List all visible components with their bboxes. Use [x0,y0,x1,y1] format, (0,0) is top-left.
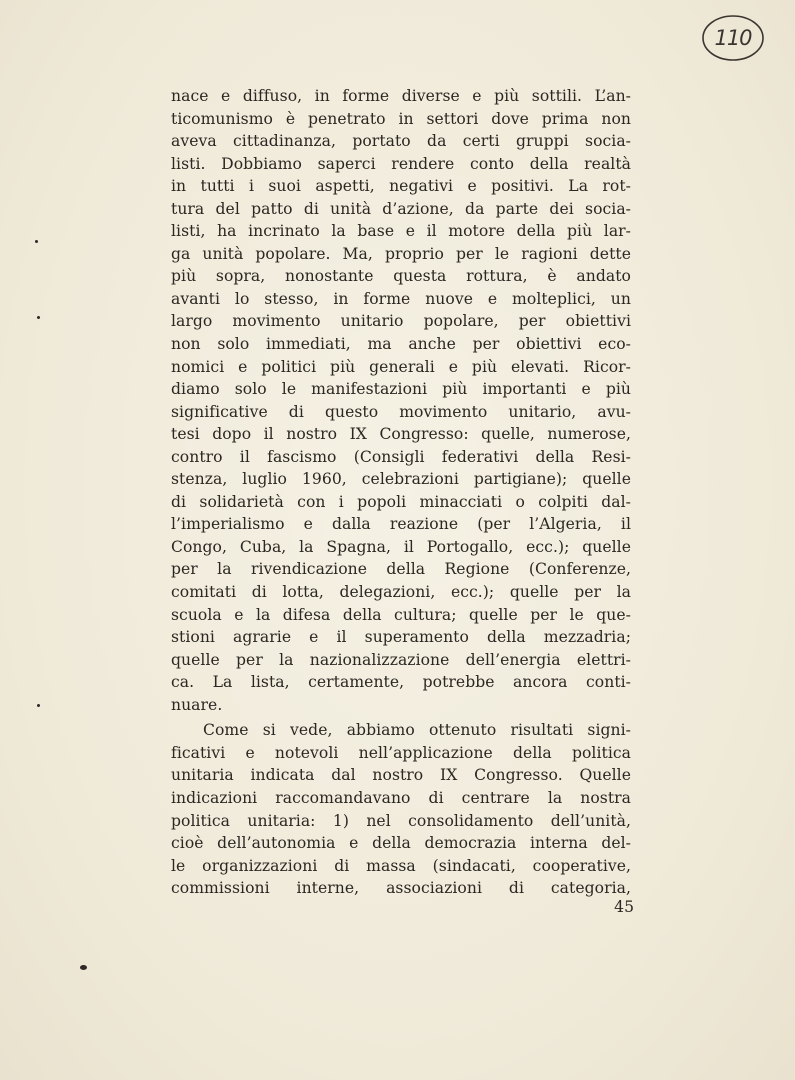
body-text [171,85,631,900]
margin-dot-icon [80,965,87,970]
text-line: contro il fascismo (Consigli federativi della Resi- [171,447,631,466]
text-line: unitaria indicata dal nostro IX Congresso. Quelle [171,766,631,785]
text-line: indicazioni raccomandavano di centrare la nostra [171,788,631,807]
text-line: Come si vede, abbiamo ottenuto risultati signi- [203,721,631,740]
text-line: cioè dell’autonomia e della democrazia interna del- [171,834,631,853]
stamp-number: 110 [714,26,752,50]
text-line: nace e diffuso, in forme diverse e più sottili. L’an- [171,87,631,105]
text-line: tura del patto di unità d’azione, da parte dei socia- [171,199,631,218]
text-line: quelle per la nazionalizzazione dell’energia elettri- [171,650,631,669]
text-line: ficativi e notevoli nell’applicazione della politica [171,743,631,762]
text-line: aveva cittadinanza, portato da certi gruppi socia- [171,132,631,151]
text-line: non solo immediati, ma anche per obiettivi eco- [171,335,631,354]
text-line: listi. Dobbiamo saperci rendere conto della realtà [171,154,631,173]
text-line: stenza, luglio 1960, celebrazioni partigiane); quelle [171,470,631,489]
text-line: scuola e la difesa della cultura; quelle per le que- [171,605,631,624]
text-line: nomici e politici più generali e più elevati. Ricor- [171,357,631,376]
text-line: in tutti i suoi aspetti, negativi e positivi. La rot- [171,177,631,196]
text-line: ticomunismo è penetrato in settori dove prima non [171,109,631,128]
text-line: Congo, Cuba, la Spagna, il Portogallo, ecc.); quelle [171,537,631,556]
text-line: ga unità popolare. Ma, proprio per le ragioni dette [171,244,631,263]
text-line: listi, ha incrinato la base e il motore della più lar- [171,222,631,241]
margin-dot-icon [35,240,38,243]
text-line: commissioni interne, associazioni di categoria, [171,879,631,898]
text-line: significative di questo movimento unitario, avu- [171,402,631,421]
text-line: per la rivendicazione della Regione (Conferenze, [171,560,631,579]
text-line: le organizzazioni di massa (sindacati, cooperative, [171,856,631,875]
text-line: stioni agrarie e il superamento della mezzadria; [171,628,631,647]
text-line: l’imperialismo e dalla reazione (per l’Algeria, il [171,515,631,534]
text-line: comitati di lotta, delegazioni, ecc.); quelle per la [171,583,631,602]
margin-dot-icon [37,704,40,707]
margin-dot-icon [37,316,40,319]
archive-stamp [700,12,766,64]
text-line: di solidarietà con i popoli minacciati o colpiti dal- [171,492,631,511]
text-line: più sopra, nonostante questa rottura, è andato [171,267,631,286]
page-number: 45 [614,898,634,916]
text-line: tesi dopo il nostro IX Congresso: quelle, numerose, [171,425,631,444]
text-line: politica unitaria: 1) nel consolidamento dell’unità, [171,811,631,830]
text-line: nuare. [171,695,223,714]
text-line: avanti lo stesso, in forme nuove e molteplici, un [171,289,631,308]
text-line: largo movimento unitario popolare, per obiettivi [171,312,631,331]
text-line: ca. La lista, certamente, potrebbe ancora conti- [171,673,631,692]
text-line: diamo solo le manifestazioni più importanti e più [171,380,631,399]
